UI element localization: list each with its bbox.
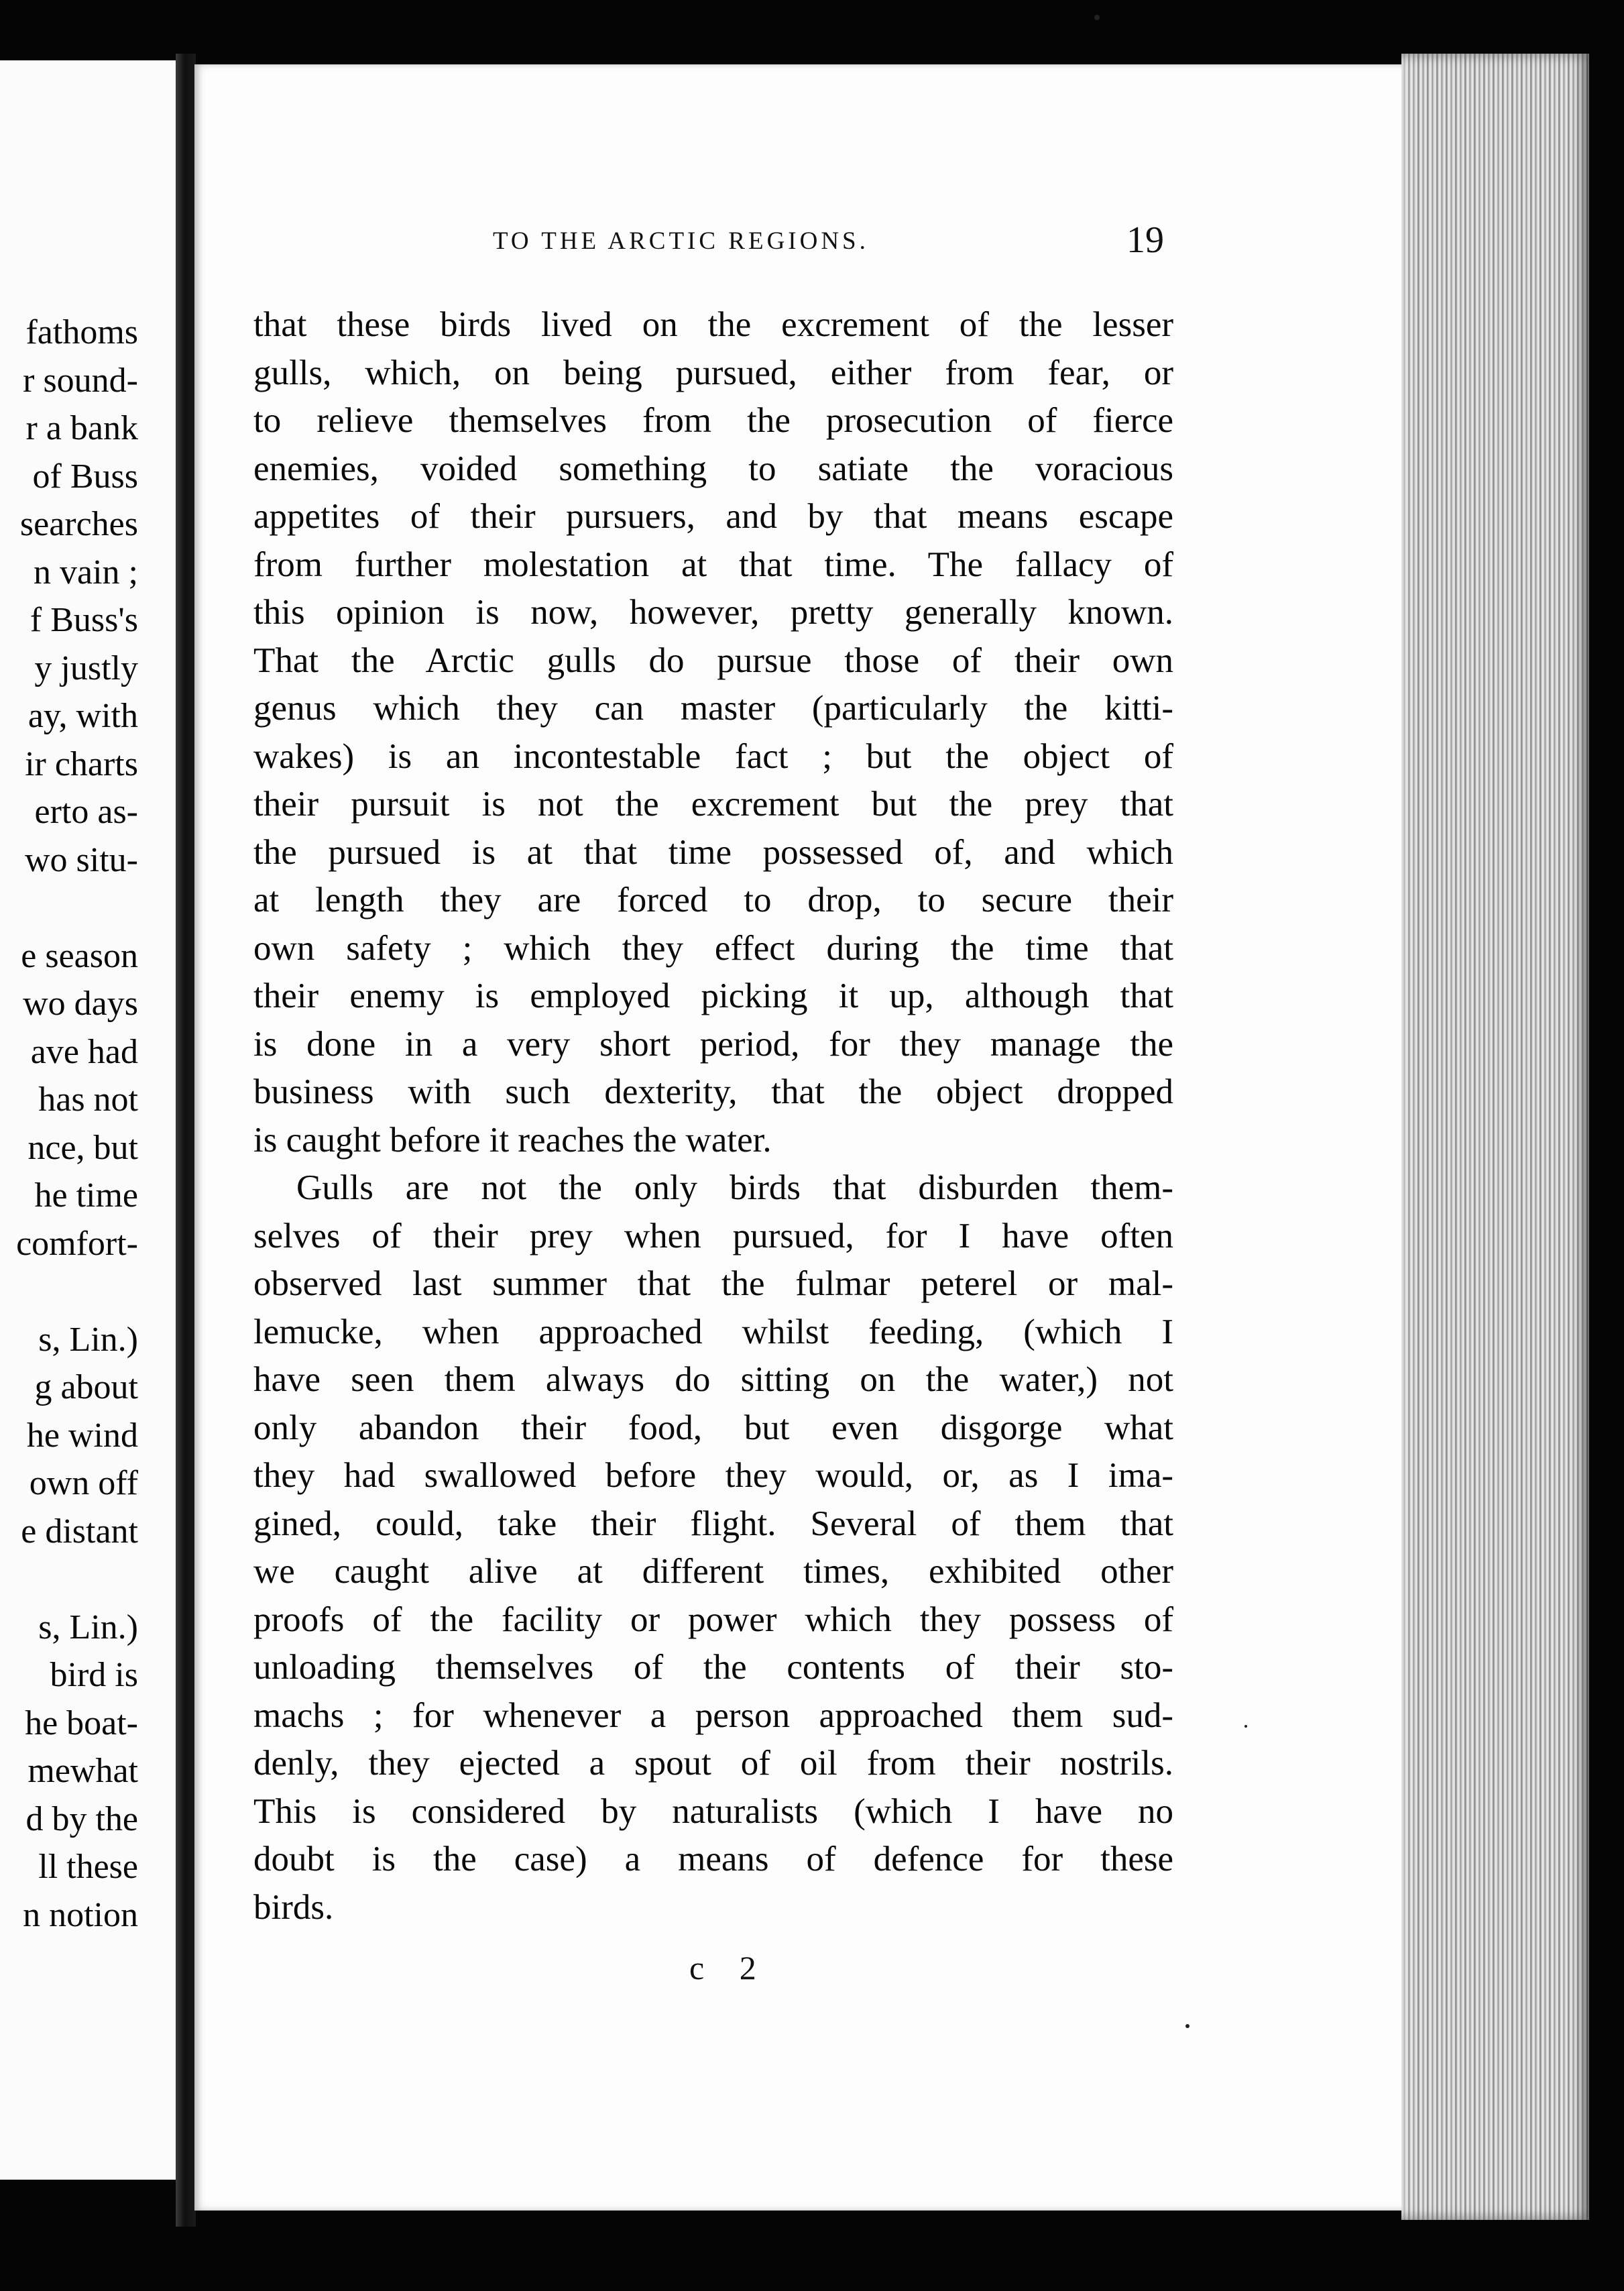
body-line: lemucke, when approached whilst feeding, (which I xyxy=(253,1312,1173,1351)
body-line: their enemy is employed picking it up, although that xyxy=(253,976,1173,1015)
left-page-line: r sound- xyxy=(23,361,138,400)
ink-speck xyxy=(1094,15,1100,20)
left-page-line: r a bank xyxy=(25,409,138,447)
page-number: 19 xyxy=(1126,219,1164,261)
body-line: at length they are forced to drop, to secure their xyxy=(253,881,1173,919)
body-line: have seen them always do sitting on the water,) not xyxy=(253,1360,1173,1399)
left-page-line: wo days xyxy=(23,985,138,1023)
left-page-line: fathoms xyxy=(25,313,138,351)
left-page-line: he wind xyxy=(26,1416,138,1455)
body-line: That the Arctic gulls do pursue those of their own xyxy=(253,640,1173,680)
body-line: observed last summer that the fulmar peterel or mal- xyxy=(253,1264,1173,1303)
ink-speck xyxy=(1244,1725,1247,1728)
page-edges xyxy=(1401,54,1589,2220)
body-line: that these birds lived on the excrement of the lesser xyxy=(253,305,1173,344)
ink-speck xyxy=(1185,2024,1190,2028)
body-line: genus which they can master (particularly the kitti- xyxy=(253,689,1173,728)
body-line: machs ; for whenever a person approached them sud- xyxy=(253,1695,1173,1735)
left-page-line: e season xyxy=(21,936,138,975)
body-line: gulls, which, on being pursued, either from fear, or xyxy=(253,353,1173,392)
signature-mark: c 2 xyxy=(689,1949,770,1987)
left-page-line: own off xyxy=(29,1464,138,1502)
left-page-line: s, Lin.) xyxy=(38,1320,138,1359)
body-line: the pursued is at that time possessed of, and which xyxy=(253,832,1173,872)
left-page-line: of Buss xyxy=(32,457,138,496)
left-page-line: g about xyxy=(34,1368,138,1406)
body-line: enemies, voided something to satiate the voracious xyxy=(253,449,1173,488)
body-line: doubt is the case) a means of defence for these xyxy=(253,1840,1173,1879)
body-line: this opinion is now, however, pretty generally known. xyxy=(253,593,1173,632)
body-line: their pursuit is not the excrement but the prey that xyxy=(253,785,1173,824)
left-page-line: s, Lin.) xyxy=(38,1608,138,1646)
left-page-line: ll these xyxy=(38,1848,138,1886)
left-page-line: has not xyxy=(38,1080,138,1119)
body-line: Gulls are not the only birds that disburden them- xyxy=(296,1168,1173,1207)
running-head: TO THE ARCTIC REGIONS. xyxy=(493,227,869,255)
left-page-fragment xyxy=(0,60,176,2180)
left-page-line: d by the xyxy=(25,1799,138,1838)
left-page-line: wo situ- xyxy=(25,840,138,879)
body-line: is caught before it reaches the water. xyxy=(253,1120,772,1160)
left-page-line: mewhat xyxy=(27,1752,138,1790)
left-page-line: comfort- xyxy=(16,1224,138,1263)
body-line: from further molestation at that time. The fallacy of xyxy=(253,545,1173,584)
left-page-line: he time xyxy=(34,1176,138,1215)
body-line: selves of their prey when pursued, for I have often xyxy=(253,1216,1173,1255)
body-line: is done in a very short period, for they manage the xyxy=(253,1024,1173,1064)
left-page-line: f Buss's xyxy=(30,601,138,639)
left-page-line: bird is xyxy=(50,1656,138,1694)
body-line: appetites of their pursuers, and by that means escape xyxy=(253,497,1173,536)
left-page-line: y justly xyxy=(34,649,138,687)
body-line: proofs of the facility or power which they possess of xyxy=(253,1600,1173,1639)
body-line: denly, they ejected a spout of oil from their nostrils. xyxy=(253,1744,1173,1783)
left-page-line: ave had xyxy=(30,1032,138,1071)
left-page-line: e distant xyxy=(21,1512,138,1551)
body-line: only abandon their food, but even disgorge what xyxy=(253,1408,1173,1447)
left-page-line: searches xyxy=(19,505,138,543)
left-page-line: n notion xyxy=(23,1895,138,1934)
body-line: This is considered by naturalists (which I have no xyxy=(253,1791,1173,1831)
body-line: business with such dexterity, that the object dropped xyxy=(253,1072,1173,1111)
left-page-line: he boat- xyxy=(25,1703,138,1742)
left-page-line: nce, but xyxy=(27,1128,138,1167)
body-line: to relieve themselves from the prosecution of fierce xyxy=(253,401,1173,440)
body-line: we caught alive at different times, exhibited other xyxy=(253,1552,1173,1591)
body-line: unloading themselves of the contents of their sto- xyxy=(253,1648,1173,1687)
body-line: birds. xyxy=(253,1887,334,1927)
body-line: gined, could, take their flight. Several of them that xyxy=(253,1504,1173,1543)
left-page-line: ir charts xyxy=(25,744,138,783)
left-page-line: erto as- xyxy=(34,793,138,831)
book-gutter xyxy=(176,54,196,2227)
left-page-line: ay, with xyxy=(27,697,138,735)
left-page-line: n vain ; xyxy=(34,553,138,592)
body-line: wakes) is an incontestable fact ; but the object of xyxy=(253,736,1173,776)
body-line: they had swallowed before they would, or, as I ima- xyxy=(253,1456,1173,1495)
body-line: own safety ; which they effect during the time that xyxy=(253,928,1173,968)
